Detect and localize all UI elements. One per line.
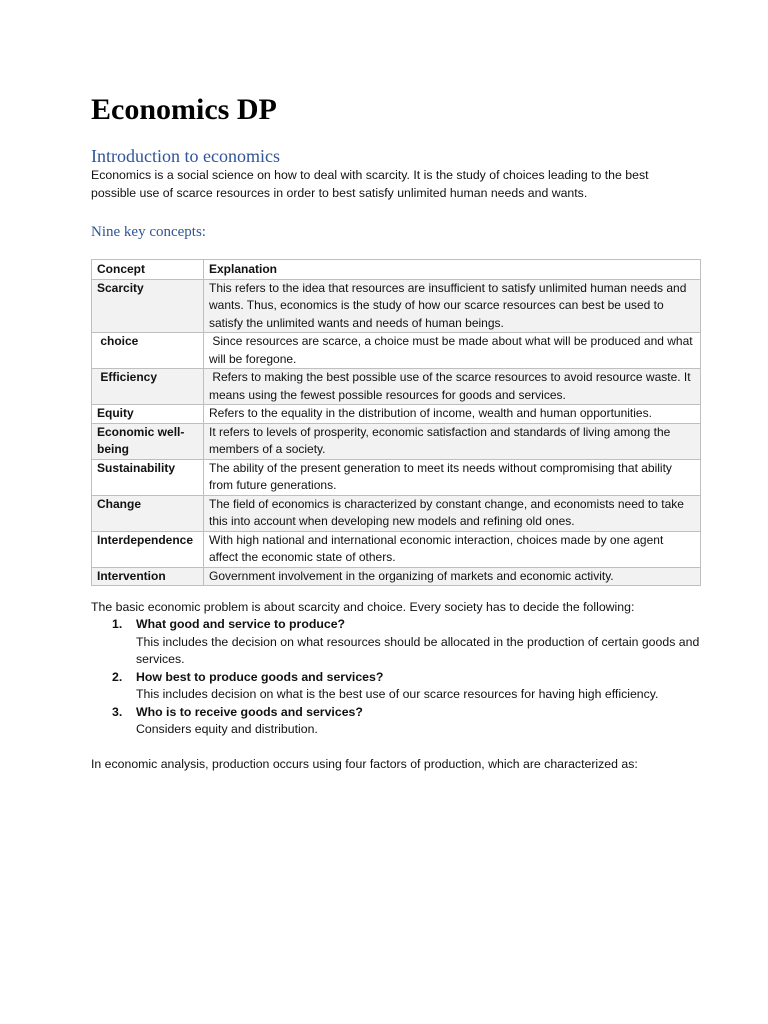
question-text: What good and service to produce?	[136, 617, 346, 631]
explanation-cell: The field of economics is characterized by constant change, and economists need to take this into account when developing new models and refining old ones.	[204, 495, 701, 531]
concept-cell: Economic well-being	[92, 423, 204, 459]
explanation-cell: It refers to levels of prosperity, economic satisfaction and standards of living among the members of a society.	[204, 423, 701, 459]
section-heading: Introduction to economics	[91, 146, 280, 166]
table-row	[92, 279, 701, 333]
list-item	[91, 669, 701, 704]
concept-cell: Scarcity	[92, 279, 204, 333]
table-header-row	[92, 260, 701, 280]
table-row	[92, 333, 701, 369]
concepts-heading: Nine key concepts:	[91, 224, 206, 240]
question-detail: This includes the decision on what resources should be allocated in the production of certain goods and services.	[136, 634, 700, 666]
table-row	[92, 423, 701, 459]
question-detail: This includes decision on what is the best use of our scarce resources for having high efficiency.	[136, 687, 659, 701]
intro-paragraph: Economics is a social science on how to deal with scarcity. It is the study of choices leading to the best possible use of scarce resources in order to best satisfy unlimited human needs and wants.	[91, 168, 649, 200]
explanation-cell: Refers to making the best possible use of the scarce resources to avoid resource waste. It means using the fewest possible resources for goods and services.	[204, 369, 701, 405]
analysis-paragraph: In economic analysis, production occurs using four factors of production, which are characterized as:	[91, 757, 638, 771]
list-item	[91, 616, 701, 669]
table-row	[92, 531, 701, 567]
explanation-cell: Refers to the equality in the distribution of income, wealth and human opportunities.	[204, 405, 701, 424]
column-header-explanation: Explanation	[204, 260, 701, 280]
problem-intro-paragraph: The basic economic problem is about scarcity and choice. Every society has to decide the following:	[91, 600, 635, 614]
concept-cell: Sustainability	[92, 459, 204, 495]
concept-cell: Intervention	[92, 567, 204, 586]
table-row	[92, 459, 701, 495]
table-row	[92, 405, 701, 424]
question-detail: Considers equity and distribution.	[136, 722, 318, 736]
concept-cell: choice	[92, 333, 204, 369]
concept-cell: Equity	[92, 405, 204, 424]
list-number: 1.	[112, 617, 123, 631]
explanation-cell: Government involvement in the organizing of markets and economic activity.	[204, 567, 701, 586]
concept-cell: Interdependence	[92, 531, 204, 567]
explanation-cell: This refers to the idea that resources are insufficient to satisfy unlimited human needs and wants. Thus, economics is the study of how our scarce resources can best be used to satisfy the unlimited wants and needs of human beings.	[204, 279, 701, 333]
document-title: Economics DP	[91, 93, 277, 126]
table-row	[92, 369, 701, 405]
list-number: 2.	[112, 669, 123, 684]
concepts-table	[91, 259, 701, 586]
explanation-cell: Since resources are scarce, a choice must be made about what will be produced and what will be foregone.	[204, 333, 701, 369]
list-item	[91, 704, 701, 739]
table-row	[92, 495, 701, 531]
column-header-concept: Concept	[92, 260, 204, 280]
economic-questions-list	[91, 616, 701, 739]
question-text: Who is to receive goods and services?	[136, 704, 363, 719]
explanation-cell: With high national and international economic interaction, choices made by one agent affect the economic state of others.	[204, 531, 701, 567]
list-number: 3.	[112, 704, 123, 719]
concept-cell: Change	[92, 495, 204, 531]
concept-cell: Efficiency	[92, 369, 204, 405]
table-row	[92, 567, 701, 586]
explanation-cell: The ability of the present generation to meet its needs without compromising that ability from future generations.	[204, 459, 701, 495]
question-text: How best to produce goods and services?	[136, 669, 384, 684]
